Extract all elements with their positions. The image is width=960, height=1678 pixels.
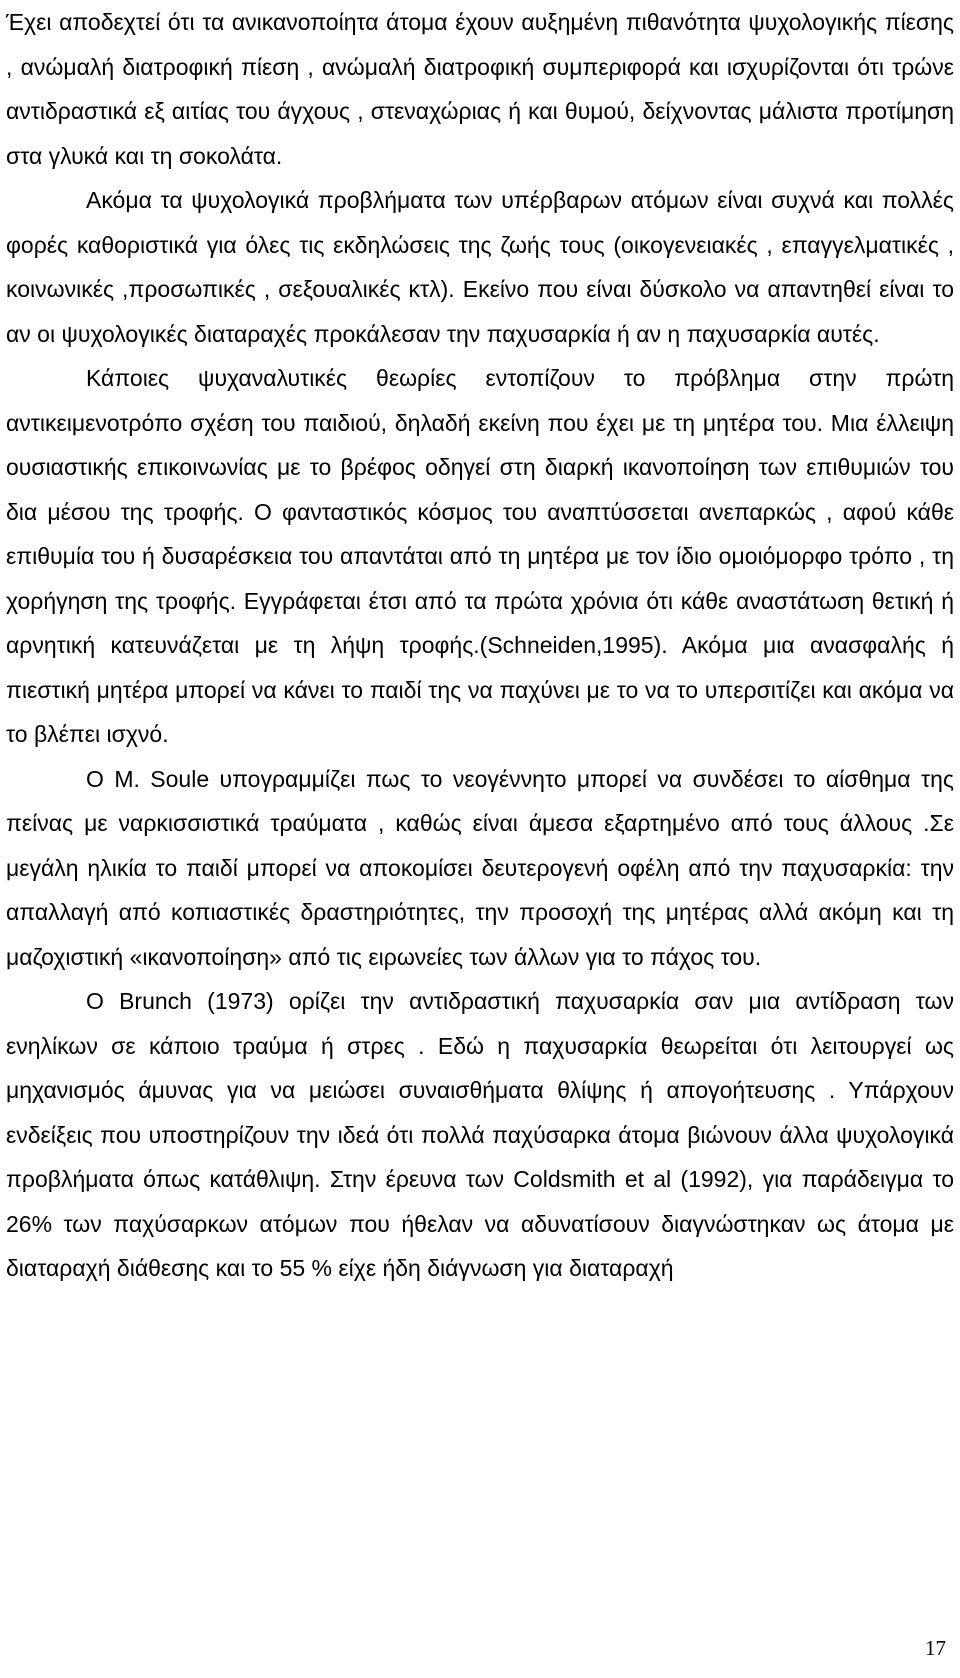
document-body [6,0,954,1291]
paragraph-4: Ο Μ. Soule υπογραμμίζει πως το νεογέννητο μπορεί να συνδέσει το αίσθημα της πείνας με ναρκισσιστικά τραύματα , καθώς είναι άμεσα εξαρτημένο από τους άλλους .Σε μεγάλη ηλικία το παιδί μπορεί να αποκομίσει δευτερογενή οφέλη από την παχυσαρκία: την απαλλαγή από κοπιαστικές δραστηριότητες, την προσοχή της μητέρας αλλά ακόμη και τη μαζοχιστική «ικανοποίηση» από τις ειρωνείες των άλλων για το πάχος του. [6,765,954,970]
paragraph-1: Έχει αποδεχτεί ότι τα ανικανοποίητα άτομα έχουν αυξημένη πιθανότητα ψυχολογικής πίεσης , ανώμαλή διατροφική πίεση , ανώμαλή διατροφική συμπεριφορά και ισχυρίζονται ότι τρώνε αντιδραστικά εξ αιτίας του άγχους , στεναχώριας ή και θυμού, δείχνοντας μάλιστα προτίμηση στα γλυκά και τη σοκολάτα. [6,9,954,169]
paragraph-5: Ο Brunch (1973) ορίζει την αντιδραστική παχυσαρκία σαν μια αντίδραση των ενηλίκων σε κάποιο τραύμα ή στρες . Εδώ η παχυσαρκία θεωρείται ότι λειτουργεί ως μηχανισμός άμυνας για να μειώσει συναισθήματα θλίψης ή απογοήτευσης . Υπάρχουν ενδείξεις που υποστηρίζουν την ιδεά ότι πολλά παχύσαρκα άτομα βιώνουν άλλα ψυχολογικά προβλήματα όπως κατάθλιψη. Στην έρευνα των Coldsmith et al (1992), για παράδειγμα το 26% των παχύσαρκων ατόμων που ήθελαν να αδυνατίσουν διαγνώστηκαν ως άτομα με διαταραχή διάθεσης και το 55 % είχε ήδη διάγνωση για διαταραχή [6,988,954,1281]
document-page [6,0,954,1678]
paragraph-3: Κάποιες ψυχαναλυτικές θεωρίες εντοπίζουν το πρόβλημα στην πρώτη αντικειμενοτρόπο σχέση του παιδιού, δηλαδή εκείνη που έχει με τη μητέρα του. Μια έλλειψη ουσιαστικής επικοινωνίας με το βρέφος οδηγεί στη διαρκή ικανοποίηση των επιθυμιών του δια μέσου της τροφής. Ο φανταστικός κόσμος του αναπτύσσεται ανεπαρκώς , αφού κάθε επιθυμία του ή δυσαρέσκεια του απαντάται από τη μητέρα με τον ίδιο ομοιόμορφο τρόπο , τη χορήγηση της τροφής. Εγγράφεται έτσι από τα πρώτα χρόνια ότι κάθε αναστάτωση θετική ή αρνητική κατευνάζεται με τη λήψη τροφής.(Schneiden,1995). Ακόμα μια ανασφαλής ή πιεστική μητέρα μπορεί να κάνει το παιδί της να παχύνει με το να το υπερσιτίζει και ακόμα να το βλέπει ισχνό. [6,365,954,747]
page-number: 17 [925,1636,946,1660]
paragraph-2: Ακόμα τα ψυχολογικά προβλήματα των υπέρβαρων ατόμων είναι συχνά και πολλές φορές καθοριστικά για όλες τις εκδηλώσεις της ζωής τους (οικογενειακές , επαγγελματικές , κοινωνικές ,προσωπικές , σεξουαλικές κτλ). Εκείνο που είναι δύσκολο να απαντηθεί είναι το αν οι ψυχολογικές διαταραχές προκάλεσαν την παχυσαρκία ή αν η παχυσαρκία αυτές. [6,187,954,347]
